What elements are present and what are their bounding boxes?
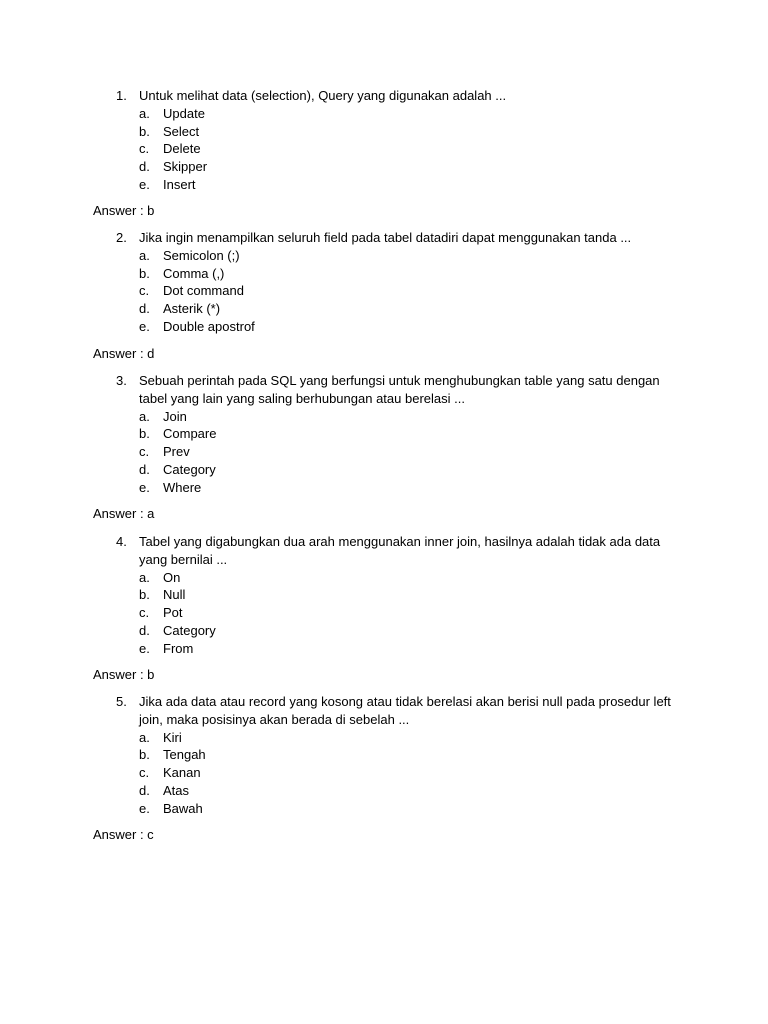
answer-1: Answer : b (93, 203, 155, 218)
question-text: Jika ada data atau record yang kosong atau tidak berelasi akan berisi null pada prosedur left (139, 694, 671, 709)
option-e (0, 640, 768, 658)
option-text: On (163, 569, 181, 585)
question-line (0, 551, 768, 569)
question-line (0, 533, 768, 551)
question-line (0, 693, 768, 711)
question-number: 3. (116, 373, 127, 388)
option-letter: d. (139, 159, 150, 174)
option-e (0, 479, 768, 497)
option-a (0, 247, 768, 265)
option-b (0, 586, 768, 604)
option-c (0, 140, 768, 158)
option-letter: c. (139, 765, 150, 780)
option-text: Asterik (*) (163, 301, 221, 316)
question-line (0, 711, 768, 729)
option-d (0, 622, 768, 640)
option-letter: b. (139, 747, 150, 763)
option-c (0, 282, 768, 300)
option-letter: c. (139, 605, 150, 620)
option-letter: d. (139, 301, 150, 316)
option-letter: c. (139, 141, 150, 157)
question-line (0, 87, 768, 105)
question-number: 4. (116, 534, 127, 549)
question-line (0, 390, 768, 408)
option-text: Where (163, 479, 202, 495)
option-letter: d. (139, 622, 150, 638)
option-text: Atas (163, 782, 190, 798)
option-letter: e. (139, 176, 150, 192)
option-text: Semicolon (;) (163, 247, 240, 263)
answer-4: Answer : b (93, 667, 155, 682)
option-letter: b. (139, 587, 150, 603)
question-number: 2. (116, 230, 127, 245)
question-3 (0, 372, 768, 496)
option-e (0, 176, 768, 194)
option-text: Category (163, 461, 216, 477)
option-text: Pot (163, 605, 183, 620)
option-text: Insert (163, 176, 196, 192)
question-text: yang bernilai ... (139, 551, 228, 567)
question-text: Tabel yang digabungkan dua arah menggunakan inner join, hasilnya adalah tidak ada data (139, 534, 661, 549)
option-letter: b. (139, 265, 150, 281)
option-c (0, 604, 768, 622)
option-letter: e. (139, 318, 150, 334)
option-d (0, 158, 768, 176)
option-text: Tengah (163, 747, 206, 763)
option-text: Select (163, 123, 200, 139)
answer-3: Answer : a (93, 506, 155, 521)
option-text: Update (163, 105, 205, 121)
option-letter: e. (139, 800, 150, 816)
option-c (0, 764, 768, 782)
option-text: Bawah (163, 800, 203, 816)
option-letter: b. (139, 426, 150, 442)
option-a (0, 569, 768, 587)
option-text: Kiri (163, 729, 182, 745)
answer-2: Answer : d (93, 346, 155, 361)
question-text: Jika ingin menampilkan seluruh field pada tabel datadiri dapat menggunakan tanda ... (139, 230, 632, 245)
question-line (0, 372, 768, 390)
option-letter: e. (139, 640, 150, 656)
option-letter: a. (139, 105, 150, 121)
option-b (0, 123, 768, 141)
option-b (0, 265, 768, 283)
option-d (0, 782, 768, 800)
option-letter: a. (139, 729, 150, 745)
option-text: Compare (163, 426, 217, 442)
option-a (0, 105, 768, 123)
option-e (0, 800, 768, 818)
option-text: Skipper (163, 159, 208, 174)
answer-5: Answer : c (93, 827, 154, 842)
option-a (0, 408, 768, 426)
option-a (0, 729, 768, 747)
option-d (0, 300, 768, 318)
option-letter: e. (139, 479, 150, 495)
question-1 (0, 87, 768, 194)
option-text: Delete (163, 141, 201, 157)
option-b (0, 425, 768, 443)
option-letter: b. (139, 123, 150, 139)
option-b (0, 746, 768, 764)
option-letter: d. (139, 782, 150, 798)
question-2 (0, 229, 768, 336)
question-number: 5. (116, 694, 127, 709)
option-text: Comma (,) (163, 265, 225, 281)
option-text: From (163, 640, 194, 656)
question-4 (0, 533, 768, 657)
option-c (0, 443, 768, 461)
option-text: Dot command (163, 283, 244, 299)
option-text: Null (163, 587, 186, 603)
question-text: Untuk melihat data (selection), Query yang digunakan adalah ... (139, 88, 507, 103)
question-5 (0, 693, 768, 817)
option-text: Prev (163, 444, 190, 459)
question-text: Sebuah perintah pada SQL yang berfungsi untuk menghubungkan table yang satu dengan (139, 373, 660, 388)
option-text: Kanan (163, 765, 201, 780)
question-text: join, maka posisinya akan berada di sebelah ... (139, 711, 410, 727)
option-letter: a. (139, 569, 150, 585)
question-number: 1. (116, 88, 127, 103)
option-letter: c. (139, 444, 150, 459)
option-text: Double apostrof (163, 318, 255, 334)
option-text: Join (163, 408, 187, 424)
option-letter: c. (139, 283, 150, 299)
option-letter: d. (139, 461, 150, 477)
option-d (0, 461, 768, 479)
question-text: tabel yang lain yang saling berhubungan atau berelasi ... (139, 390, 465, 406)
question-line (0, 229, 768, 247)
option-e (0, 318, 768, 336)
option-letter: a. (139, 408, 150, 424)
option-text: Category (163, 622, 216, 638)
option-letter: a. (139, 247, 150, 263)
